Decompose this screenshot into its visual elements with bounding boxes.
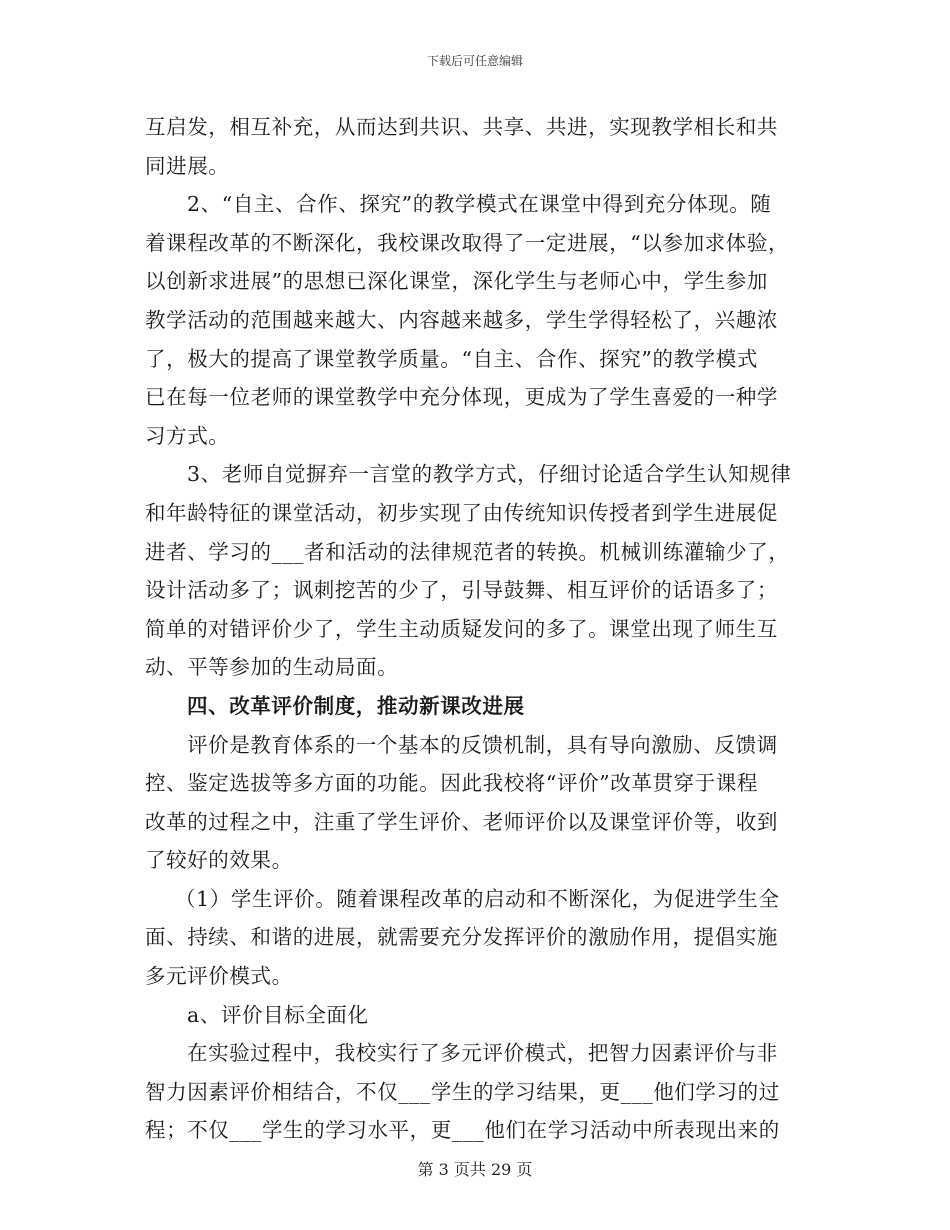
paragraph-start: 评价是教育体系的一个基本的反馈机制，具有导向激励、反馈调 xyxy=(187,732,778,757)
section-heading: 四、改革评价制度，推动新课改进展 xyxy=(187,693,525,718)
text-line: 面、持续、和谐的进展，就需要充分发挥评价的激励作用，提倡实施 xyxy=(145,925,778,950)
text-line: 了较好的效果。 xyxy=(145,848,293,873)
text-line: 已在每一位老师的课堂教学中充分体现，更成为了学生喜爱的一种学 xyxy=(145,385,778,410)
text-line: 了，极大的提高了课堂教学质量。“自主、合作、探究”的教学模式 xyxy=(145,346,758,371)
text-line: 着课程改革的不断深化，我校课改取得了一定进展，“以参加求体验， xyxy=(145,230,790,255)
text-line: 习方式。 xyxy=(145,423,230,448)
paragraph-start: （1）学生评价。随着课程改革的启动和不断深化，为促进学生全 xyxy=(175,886,780,911)
paragraph-start: 在实验过程中，我校实行了多元评价模式，把智力因素评价与非 xyxy=(187,1041,778,1066)
page-footer: 第 3 页共 29 页 xyxy=(417,1160,533,1179)
text-line: 改革的过程之中，注重了学生评价、老师评价以及课堂评价等，收到 xyxy=(145,809,778,834)
text-line: 教学活动的范围越来越大、内容越来越多，学生学得轻松了，兴趣浓 xyxy=(145,307,778,332)
subheading: a、评价目标全面化 xyxy=(187,1002,369,1027)
text-line: 和年龄特征的课堂活动，初步实现了由传统知识传授者到学生进展促 xyxy=(145,500,778,525)
text-line: 互启发，相互补充，从而达到共识、共享、共进，实现教学相长和共 xyxy=(145,115,778,139)
text-line: 设计活动多了；讽刺挖苦的少了，引导鼓舞、相互评价的话语多了； xyxy=(145,578,778,603)
paragraph-start: 3、老师自觉摒弃一言堂的教学方式，仔细讨论适合学生认知规律 xyxy=(187,462,792,487)
text-line: 同进展。 xyxy=(145,153,230,178)
text-line: 多元评价模式。 xyxy=(145,964,293,989)
text-line: 控、鉴定选拔等多方面的功能。因此我校将“评价”改革贯穿于课程 xyxy=(145,771,758,796)
text-line: 进者、学习的___者和活动的法律规范者的转换。机械训练灌输少了， xyxy=(145,539,790,564)
document-body xyxy=(145,108,810,1150)
text-line: 智力因素评价相结合，不仅___学生的学习结果，更___他们学习的过 xyxy=(145,1079,780,1104)
text-line: 程；不仅___学生的学习水平，更___他们在学习活动中所表现出来的 xyxy=(145,1118,780,1143)
text-line: 以创新求进展”的思想已深化课堂，深化学生与老师心中，学生参加 xyxy=(145,269,768,294)
page-header: 下载后可任意编辑 xyxy=(426,54,523,68)
text-line: 动、平等参加的生动局面。 xyxy=(145,655,399,680)
paragraph-start: 2、“自主、合作、探究”的教学模式在课堂中得到充分体现。随 xyxy=(187,192,772,217)
text-line: 简单的对错评价少了，学生主动质疑发问的多了。课堂出现了师生互 xyxy=(145,616,778,641)
